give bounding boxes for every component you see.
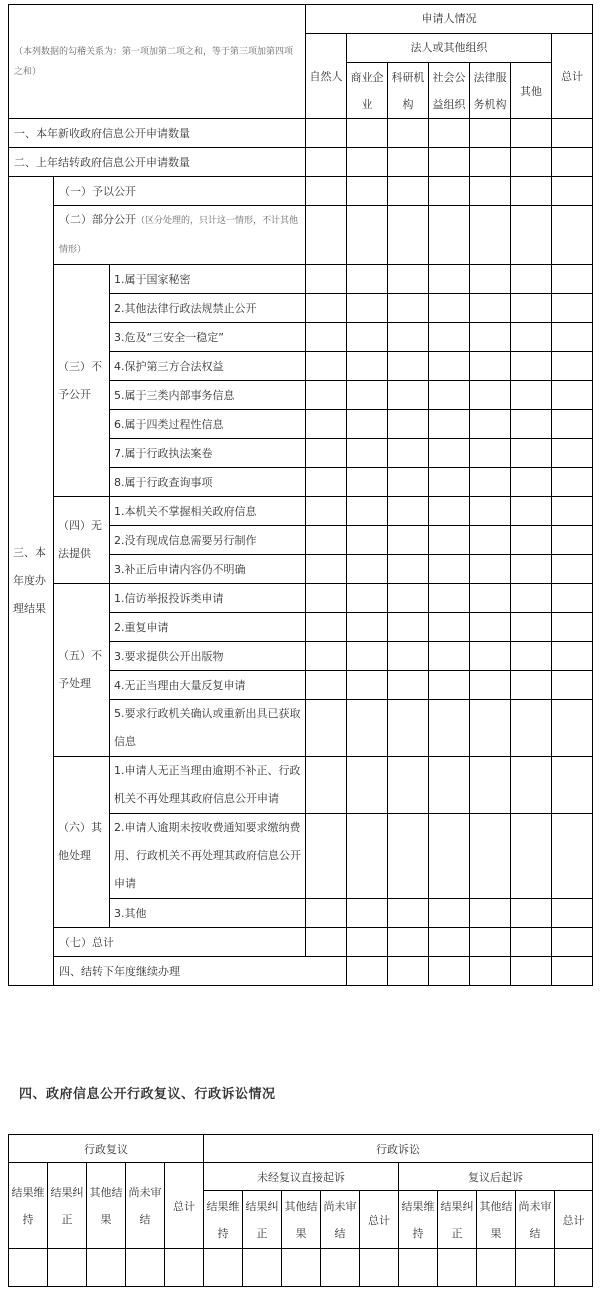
org-type-header: 社会公益组织 xyxy=(429,63,470,119)
org-type-header: 其他 xyxy=(511,63,552,119)
list-item: 3.危及“三安全一稳定” xyxy=(110,323,306,352)
col-header: 结果纠正 xyxy=(243,1191,282,1249)
col-header: 结果纠正 xyxy=(48,1163,87,1249)
col-header: 尚未审结 xyxy=(516,1191,555,1249)
col-header: 其他结果 xyxy=(282,1191,321,1249)
row-new-applications: 一、本年新收政府信息公开申请数量 xyxy=(9,119,306,148)
list-item: 3.要求提供公开出版物 xyxy=(110,642,306,671)
group-partial: （二）部分公开（区分处理的，只计这一情形，不计其他情形） xyxy=(54,206,306,265)
list-item: 1.本机关不掌握相关政府信息 xyxy=(110,497,306,526)
col-header-total: 总计 xyxy=(360,1191,399,1249)
org-type-header: 商业企业 xyxy=(347,63,388,119)
list-item: 8.属于行政查询事项 xyxy=(110,468,306,497)
natural-person-header: 自然人 xyxy=(306,34,347,119)
col-header-total: 总计 xyxy=(555,1191,593,1249)
list-item: 3.其他 xyxy=(110,899,306,928)
group-not-processed: （五）不予处理 xyxy=(54,584,110,757)
list-item: 4.保护第三方合法权益 xyxy=(110,352,306,381)
review-litigation-table xyxy=(8,1134,593,1287)
group-not-disclosed: （三）不予公开 xyxy=(54,265,110,497)
admin-review-header: 行政复议 xyxy=(9,1135,204,1163)
list-item: 2.没有现成信息需要另行制作 xyxy=(110,526,306,555)
list-item: 1.申请人无正当理由逾期不补正、行政机关不再处理其政府信息公开申请 xyxy=(110,757,306,814)
table-note: （本列数据的勾稽关系为：第一项加第二项之和，等于第三项加第四项之和） xyxy=(9,5,306,119)
group-other-handling: （六）其他处理 xyxy=(54,757,110,928)
row-carry-forward: 四、结转下年度继续办理 xyxy=(54,957,347,986)
col-header: 尚未审结 xyxy=(321,1191,360,1249)
col-header: 尚未审结 xyxy=(126,1163,165,1249)
list-item: 2.申请人逾期未按收费通知要求缴纳费用、行政机关不再处理其政府信息公开申请 xyxy=(110,814,306,899)
list-item: 1.信访举报投诉类申请 xyxy=(110,584,306,613)
list-item: 1.属于国家秘密 xyxy=(110,265,306,294)
admin-litigation-header: 行政诉讼 xyxy=(204,1135,593,1163)
org-type-header: 法律服务机构 xyxy=(470,63,511,119)
col-header: 其他结果 xyxy=(87,1163,126,1249)
list-item: 2.其他法律行政法规禁止公开 xyxy=(110,294,306,323)
group-cannot-provide: （四）无法提供 xyxy=(54,497,110,584)
col-header-total: 总计 xyxy=(165,1163,204,1249)
list-item: 5.要求行政机关确认或重新出具已获取信息 xyxy=(110,700,306,757)
col-header: 结果维持 xyxy=(9,1163,48,1249)
col-header: 结果维持 xyxy=(204,1191,243,1249)
org-type-header: 科研机构 xyxy=(388,63,429,119)
row-handling-results: 三、本年度办理结果 xyxy=(9,177,54,986)
row-carried-over: 二、上年结转政府信息公开申请数量 xyxy=(9,148,306,177)
col-header: 结果维持 xyxy=(399,1191,438,1249)
legal-entity-header: 法人或其他组织 xyxy=(347,34,552,63)
handling-results-table xyxy=(8,4,593,986)
col-header: 其他结果 xyxy=(477,1191,516,1249)
list-item: 6.属于四类过程性信息 xyxy=(110,410,306,439)
list-item: 7.属于行政执法案卷 xyxy=(110,439,306,468)
list-item: 3.补正后申请内容仍不明确 xyxy=(110,555,306,584)
after-review-suit-header: 复议后起诉 xyxy=(399,1163,593,1191)
list-item: 2.重复申请 xyxy=(110,613,306,642)
section-title: 四、政府信息公开行政复议、行政诉讼情况 xyxy=(19,1087,276,1102)
applicant-header: 申请人情况 xyxy=(306,5,593,34)
group-total: （七）总计 xyxy=(54,928,306,957)
direct-suit-header: 未经复议直接起诉 xyxy=(204,1163,399,1191)
total-header: 总计 xyxy=(552,34,593,119)
list-item: 4.无正当理由大量反复申请 xyxy=(110,671,306,700)
group-disclosed: （一）予以公开 xyxy=(54,177,306,206)
col-header: 结果纠正 xyxy=(438,1191,477,1249)
list-item: 5.属于三类内部事务信息 xyxy=(110,381,306,410)
